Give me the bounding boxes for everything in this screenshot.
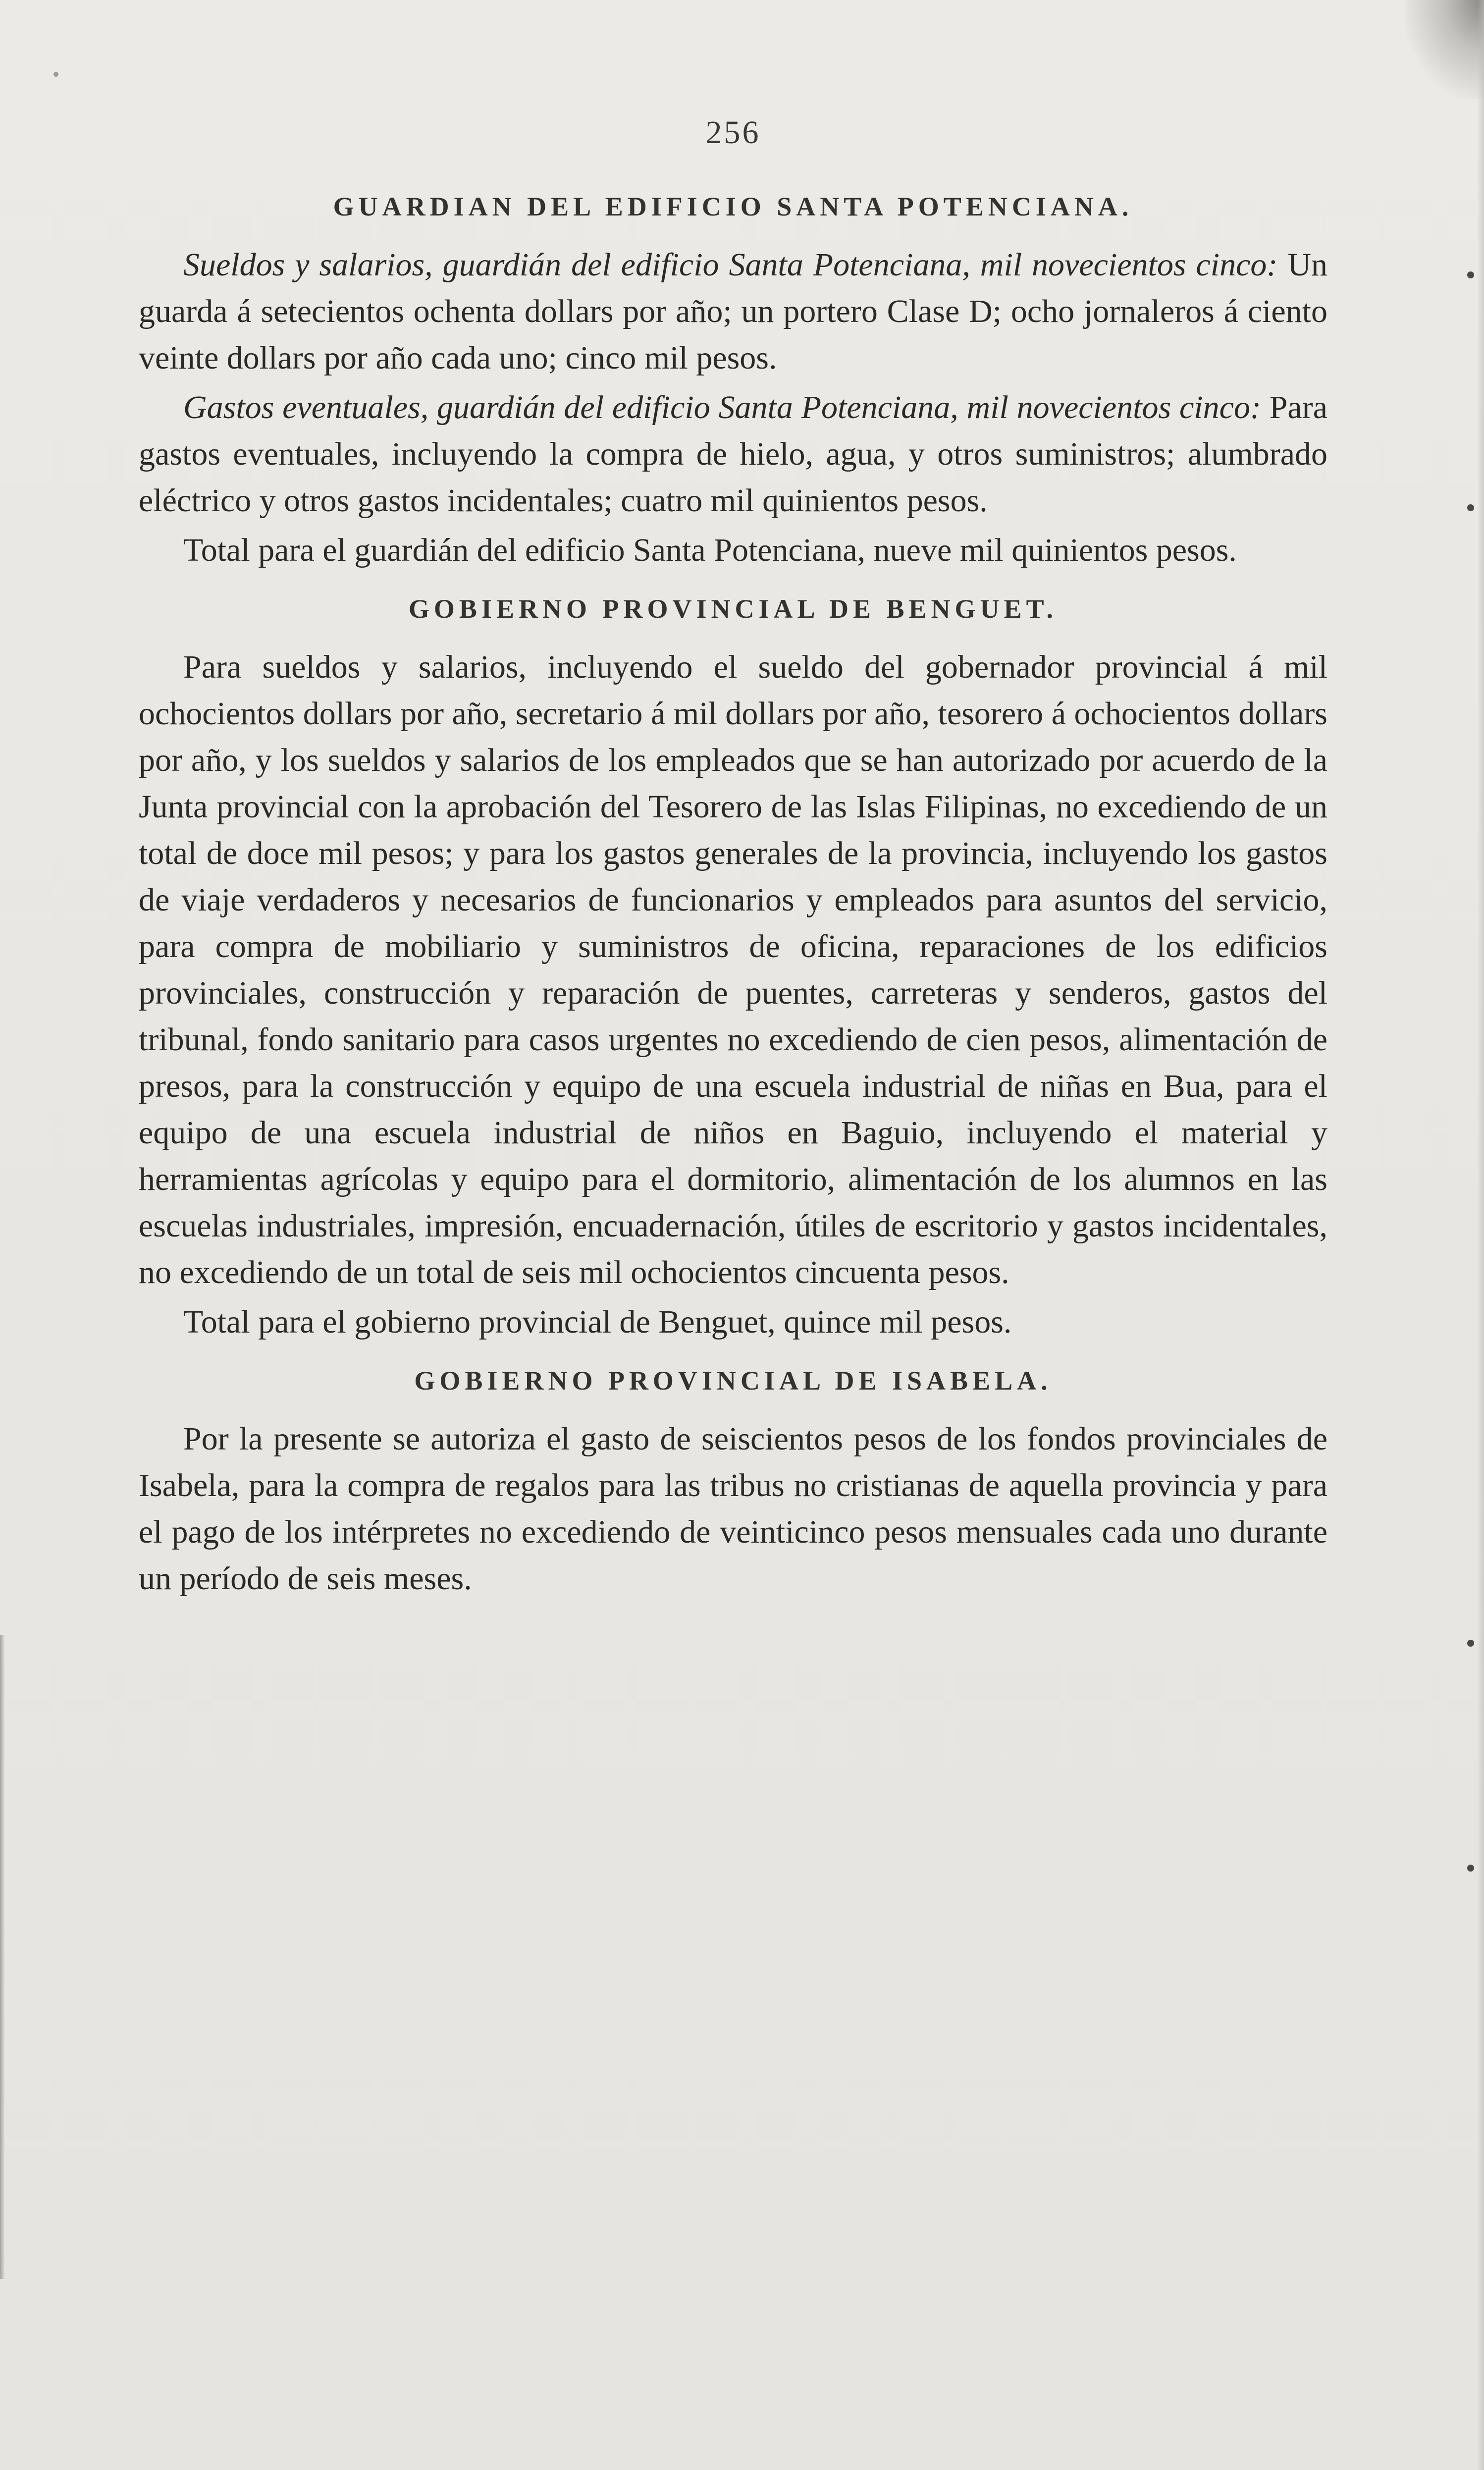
- page-content: [139, 114, 1327, 1602]
- section-heading: GOBIERNO PROVINCIAL DE BENGUET.: [408, 594, 1058, 624]
- paragraph-text: Por la presente se autoriza el gasto de seiscientos pesos de los fondos provinciales de Isabela, para la compra de regalos para las tribus no cristianas de aquella provincia y para el pago de los intérpretes no excediendo de veinticinco pesos mensuales cada uno durante un período de seis meses.: [139, 1421, 1327, 1597]
- margin-speck: [1467, 271, 1474, 278]
- section-isabela: [139, 1365, 1327, 1602]
- paragraph-text: Un guarda á setecientos ochenta dollars por año; un portero Clase D; ocho jornaleros á ciento veinte dollars por año cada uno; cinco mil pesos.: [139, 247, 1327, 376]
- margin-speck: [1467, 1640, 1474, 1647]
- paragraph-total: [139, 1299, 1327, 1345]
- section-heading: GOBIERNO PROVINCIAL DE ISABELA.: [414, 1366, 1052, 1396]
- paragraph: [139, 1416, 1327, 1602]
- paragraph-lead: Sueldos y salarios, guardián del edificio Santa Potenciana, mil novecientos cinco:: [183, 247, 1278, 283]
- paragraph: [139, 384, 1327, 524]
- paragraph-lead: Gastos eventuales, guardián del edificio Santa Potenciana, mil novecientos cinco:: [183, 389, 1261, 426]
- paragraph-text: Para sueldos y salarios, incluyendo el sueldo del gobernador provincial á mil ochocientos dollars por año, secretario á mil dollars por año, tesorero á ochocientos dollars por año, y los sueldos y salarios de los empleados que se han autorizado por acuerdo de la Junta provincial con la aprobación del Tesorero de las Islas Filipinas, no excediendo de un total de doce mil pesos; y para los gastos generales de la provincia, incluyendo los gastos de viaje verdaderos y necesarios de funcionarios y empleados para asuntos del servicio, para compra de mobiliario y suministros de oficina, reparaciones de los edificios provinciales, construcción y reparación de puentes, carreteras y senderos, gastos del tribunal, fondo sanitario para casos urgentes no excediendo de cien pesos, alimentación de presos, para la construcción y equipo de una escuela industrial de niñas en Bua, para el equipo de una escuela industrial de niños en Baguio, incluyendo el material y herramientas agrícolas y equipo para el dormitorio, alimentación de los alumnos en las escuelas industriales, impresión, encuadernación, útiles de escritorio y gastos incidentales, no excediendo de un total de seis mil ochocientos cincuenta pesos.: [139, 649, 1327, 1290]
- left-edge-shadow: [0, 1635, 5, 2279]
- paragraph-text: Para gastos eventuales, incluyendo la compra de hielo, agua, y otros suministros; alumbrado eléctrico y otros gastos incidentales; cuatro mil quinientos pesos.: [139, 389, 1327, 519]
- margin-speck: [1467, 1865, 1474, 1872]
- page-number: 256: [705, 114, 761, 151]
- section-guardian: [139, 191, 1327, 574]
- paragraph: [139, 242, 1327, 381]
- page-corner-shadow: [1405, 0, 1484, 99]
- paragraph-total: [139, 527, 1327, 574]
- section-heading: GUARDIAN DEL EDIFICIO SANTA POTENCIANA.: [333, 192, 1133, 221]
- margin-speck: [1467, 504, 1474, 511]
- paragraph: [139, 644, 1327, 1296]
- margin-speck: [53, 72, 58, 77]
- right-edge-shadow: [1477, 0, 1484, 2470]
- paragraph-text: Total para el gobierno provincial de Benguet, quince mil pesos.: [183, 1304, 1012, 1340]
- paragraph-text: Total para el guardián del edificio Santa Potenciana, nueve mil quinientos pesos.: [183, 532, 1237, 568]
- section-benguet: [139, 593, 1327, 1345]
